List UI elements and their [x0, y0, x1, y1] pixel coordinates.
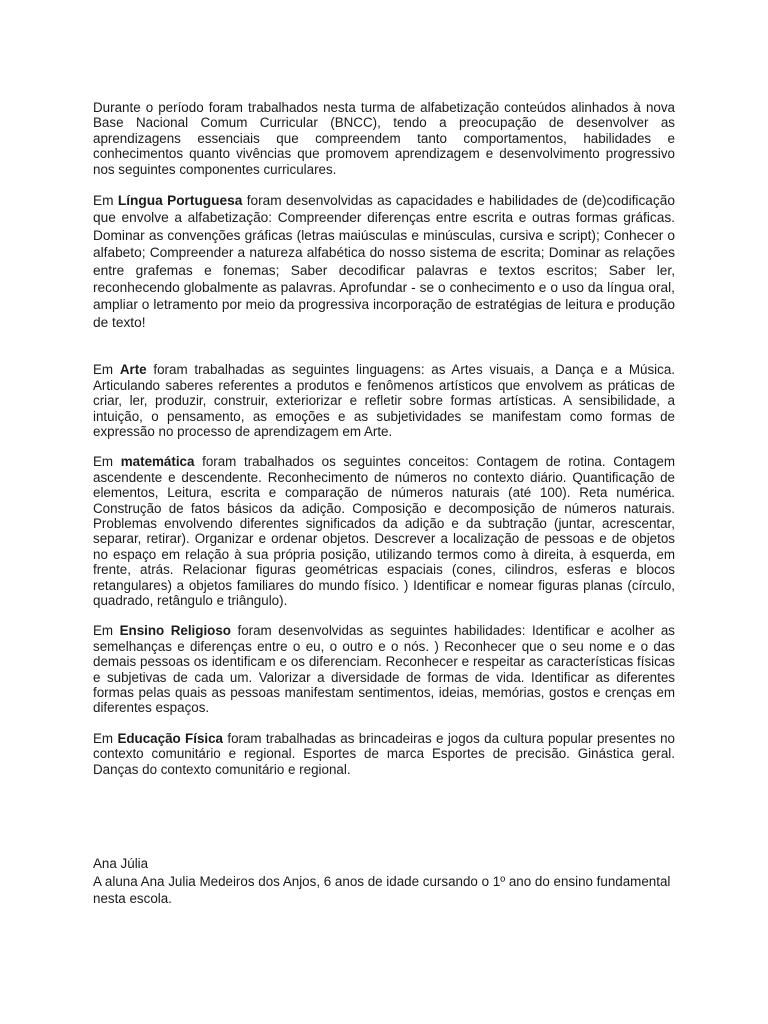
religion-heading: Ensino Religioso	[119, 623, 231, 639]
math-text: foram trabalhados os seguintes conceitos: Contagem de rotina. Contagem ascendente e descendente. Reconhecimento de números no contexto diário. Quantificação de elementos, Leitura, escrita e comparação de números naturais (até 100). Reta numérica. Construção de fatos básicos da adição. Composição e decomposição de números naturais. Problemas envolvendo diferentes significados da adição e da subtração (juntar, acrescentar, separar, retirar). Organizar e ordenar objetos. Descrever a localização de pessoas e de objetos no espaço em relação à sua própria posição, utilizando termos como à direita, à esquerda, em frente, atrás. Relacionar figuras geométricas espaciais (cones, cilindros, esferas e blocos retangulares) a objetos familiares do mundo físico. ) Identificar e nomear figuras planas (círculo, quadrado, retângulo e triângulo).	[93, 454, 675, 608]
student-signature-block	[93, 855, 693, 908]
portuguese-prefix: Em	[93, 193, 118, 209]
math-prefix: Em	[93, 454, 121, 470]
religion-prefix: Em	[93, 623, 120, 639]
intro-paragraph: Durante o período foram trabalhados nesta turma de alfabetização conteúdos alinhados à nova Base Nacional Comum Curricular (BNCC), tendo a preocupação de desenvolver as aprendizagens essenciais que compreendem tanto comportamentos, habilidades e conhecimentos quanto vivências que promovem aprendizagem e desenvolvimento progressivo nos seguintes componentes curriculares.	[93, 100, 675, 177]
art-prefix: Em	[93, 362, 120, 378]
physical-education-text: foram trabalhadas as brincadeiras e jogos da cultura popular presentes no contexto comunitário e regional. Esportes de marca Esportes de precisão. Ginástica geral. Danças do contexto comunitário e regional.	[93, 730, 675, 777]
art-paragraph	[93, 362, 675, 439]
portuguese-heading: Língua Portuguesa	[117, 193, 243, 209]
religion-paragraph	[93, 623, 675, 715]
student-name: Ana Júlia	[93, 856, 149, 871]
math-heading: matemática	[120, 454, 195, 470]
math-paragraph	[93, 454, 675, 608]
report-body	[93, 100, 675, 777]
physical-education-paragraph	[93, 731, 675, 777]
student-description: A aluna Ana Julia Medeiros dos Anjos, 6 anos de idade cursando o 1º ano do ensino fundamental nesta escola.	[93, 873, 671, 906]
portuguese-paragraph	[93, 192, 675, 331]
religion-text: foram desenvolvidas as seguintes habilidades: Identificar e acolher as semelhanças e diferenças entre o eu, o outro e o nós. ) Reconhecer que o seu nome e o das demais pessoas os identificam e os diferenciam. Reconhecer e respeitar as características físicas e subjetivas de cada um. Valorizar a diversidade de formas de vida. Identificar as diferentes formas pelas quais as pessoas manifestam sentimentos, ideias, memórias, gostos e crenças em diferentes espaços.	[93, 623, 675, 716]
portuguese-text: foram desenvolvidas as capacidades e habilidades de (de)codificação que envolve a alfabetização: Compreender diferenças entre escrita e outras formas gráficas. Dominar as convenções gráficas (letras maiúsculas e minúsculas, cursiva e script); Conhecer o alfabeto; Compreender a natureza alfabética do nosso sistema de escrita; Dominar as relações entre grafemas e fonemas; Saber decodificar palavras e textos escritos; Saber ler, reconhecendo globalmente as palavras. Aprofundar - se o conhecimento e o uso da língua oral, ampliar o letramento por meio da progressiva incorporação de estratégias de leitura e produção de texto!	[93, 193, 675, 330]
physical-education-heading: Educação Física	[117, 730, 224, 746]
art-text: foram trabalhadas as seguintes linguagens: as Artes visuais, a Dança e a Música. Articulando saberes referentes a produtos e fenômenos artísticos que envolvem as práticas de criar, ler, produzir, construir, exteriorizar e refletir sobre formas artísticas. A sensibilidade, a intuição, o pensamento, as emoções e as subjetividades se manifestam como formas de expressão no processo de aprendizagem em Arte.	[93, 362, 676, 439]
physical-education-prefix: Em	[93, 730, 118, 746]
art-heading: Arte	[119, 362, 147, 378]
